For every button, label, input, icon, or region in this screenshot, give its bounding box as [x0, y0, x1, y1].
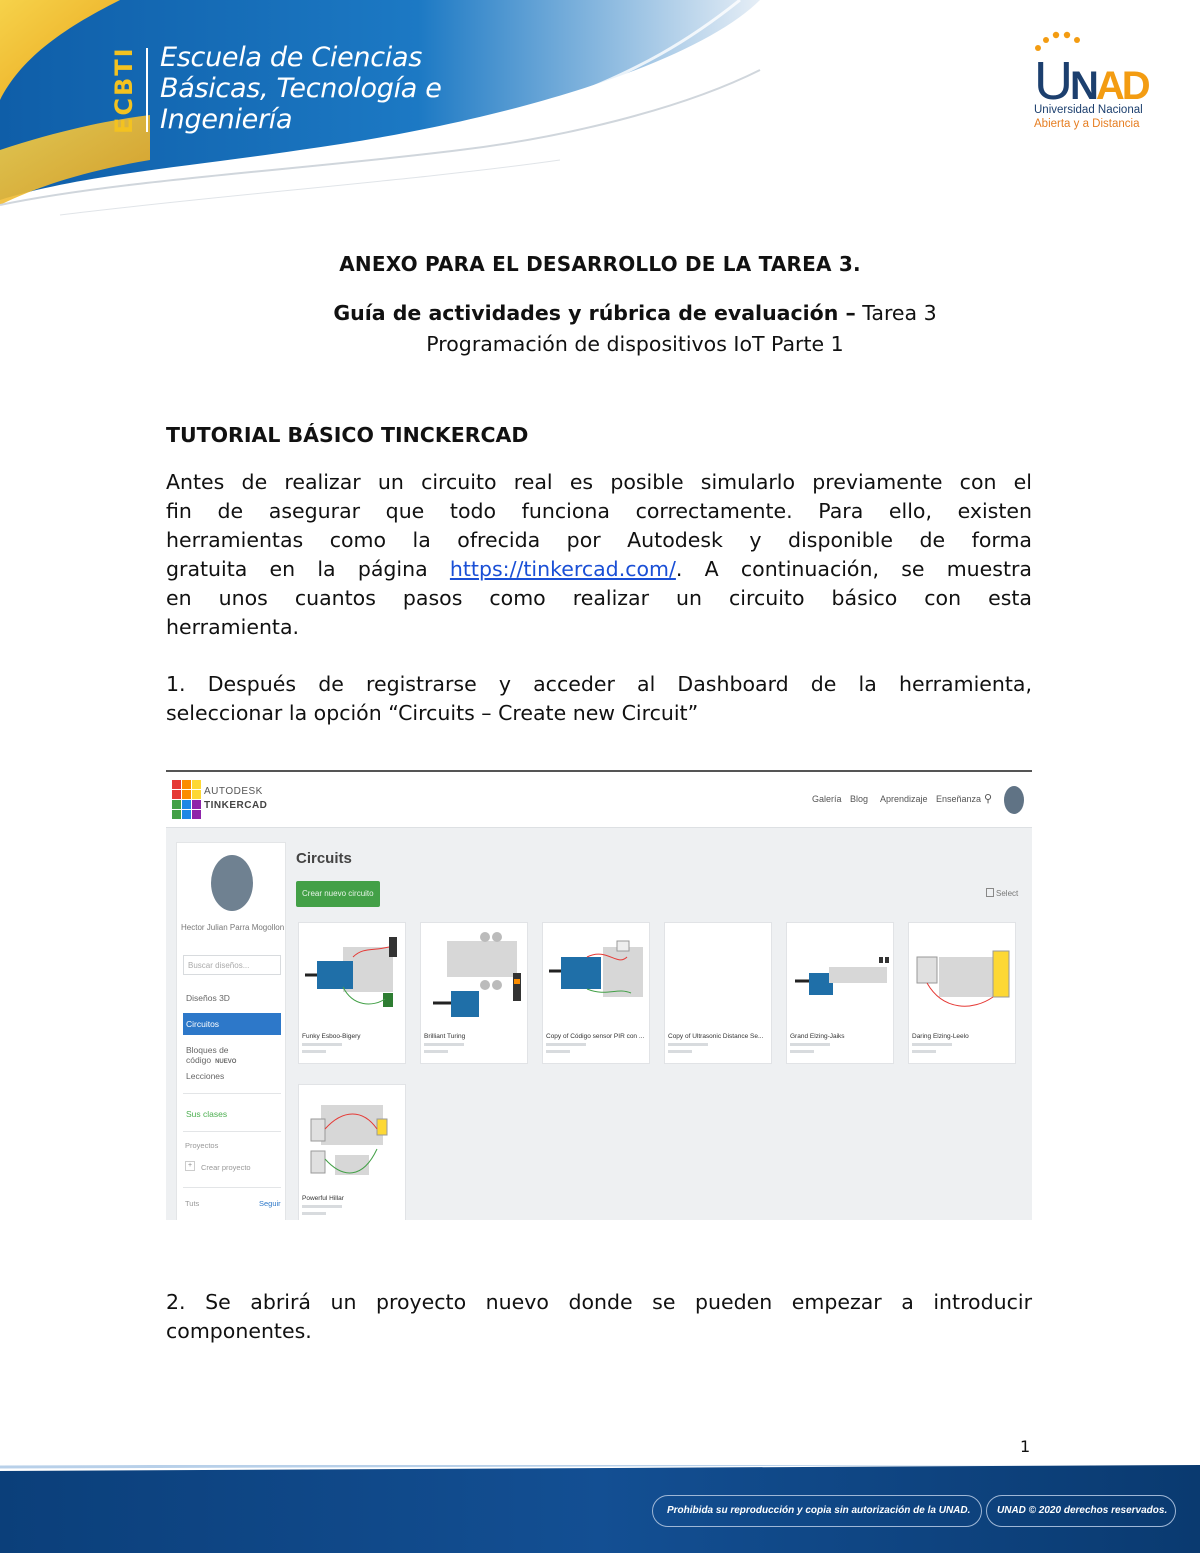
brand-autodesk: AUTODESK: [204, 786, 263, 797]
plus-icon[interactable]: +: [185, 1161, 195, 1171]
nav-blog[interactable]: Blog: [850, 794, 869, 804]
paragraph-line: 2. Se abrirá un proyecto nuevo donde se pueden empezar a introducir: [166, 1290, 1032, 1314]
paragraph-line: fin de asegurar que todo funciona correctamente. Para ello, existen: [166, 499, 1032, 523]
paragraph-line: Antes de realizar un circuito real es posible simularlo previamente con el: [166, 470, 1032, 494]
step1-paragraph: [166, 670, 1032, 728]
intro-paragraph: [166, 468, 1032, 642]
paragraph-line: gratuita en la página https://tinkercad.com/. A continuación, se muestra: [166, 557, 1032, 581]
logo-wordmark: UNAD: [1034, 51, 1148, 111]
sidebar-item-codeblocks[interactable]: Bloques de código NUEVO: [186, 1045, 237, 1065]
paragraph-line: herramienta.: [166, 615, 300, 639]
sidebar-item-circuitos[interactable]: Circuitos: [183, 1013, 281, 1035]
circuit-thumbnail: [791, 927, 889, 1027]
circuit-card[interactable]: [542, 922, 650, 1064]
circuit-thumbnail: [425, 927, 523, 1027]
profile-username: Hector Julian Parra Mogollon: [181, 923, 285, 932]
footer-copyright: UNAD © 2020 derechos reservados.: [986, 1495, 1176, 1527]
circuit-card[interactable]: [664, 922, 772, 1064]
projects-label: Proyectos: [185, 1141, 219, 1150]
circuit-thumbnail: [547, 927, 645, 1027]
card-name: Copy of Código sensor PIR con ...: [546, 1033, 645, 1040]
step2-paragraph: [166, 1288, 1032, 1346]
user-avatar-icon[interactable]: [1004, 786, 1024, 814]
logo-line2: Abierta y a Distancia: [1034, 118, 1140, 130]
school-line: Básicas, Tecnología e: [160, 73, 442, 104]
school-line: Ingeniería: [160, 104, 293, 135]
paragraph-line: componentes.: [166, 1319, 312, 1343]
create-project-link[interactable]: Crear proyecto: [201, 1163, 251, 1172]
subtitle-bold: Guía de actividades y rúbrica de evaluación –: [333, 301, 856, 325]
divider: [183, 1093, 281, 1094]
logo-dots-icon: [1032, 30, 1092, 52]
page-number: 1: [1020, 1437, 1031, 1456]
section-heading: TUTORIAL BÁSICO TINCKERCAD: [166, 423, 529, 447]
subtitle-line2: Programación de dispositivos IoT Parte 1: [426, 332, 844, 356]
sidebar-item-clases[interactable]: Sus clases: [186, 1109, 228, 1119]
paragraph-line: en unos cuantos pasos como realizar un circuito básico con esta: [166, 586, 1032, 610]
sidebar-item-lecciones[interactable]: Lecciones: [186, 1071, 225, 1081]
card-name: Daring Elzing-Leelo: [912, 1033, 969, 1040]
school-name: [160, 42, 442, 135]
card-name: Copy of Ultrasonic Distance Se...: [668, 1033, 764, 1040]
design-search-input[interactable]: Buscar diseños...: [183, 955, 281, 975]
select-toggle[interactable]: Select: [986, 888, 1018, 898]
nav-galeria[interactable]: Galería: [812, 794, 842, 804]
checkbox-icon: [986, 888, 994, 897]
card-name: Grand Elzing-Jaiks: [790, 1033, 845, 1040]
circuit-thumbnail: [303, 927, 401, 1027]
card-name: Powerful Hillar: [302, 1195, 344, 1202]
footer-notice: Prohibida su reproducción y copia sin autorización de la UNAD.: [652, 1495, 982, 1527]
search-icon[interactable]: ⚲: [984, 793, 993, 805]
tinkercad-link[interactable]: https://tinkercad.com/: [449, 557, 676, 581]
create-circuit-button[interactable]: Crear nuevo circuito: [296, 881, 380, 907]
circuit-thumbnail: [669, 927, 767, 1027]
school-line: Escuela de Ciencias: [160, 42, 422, 73]
tinkercad-sidebar: [176, 842, 286, 1220]
circuit-card[interactable]: [298, 1084, 406, 1220]
circuit-thumbnail: [303, 1089, 401, 1189]
card-name: Brilliant Turing: [424, 1033, 466, 1040]
circuit-card[interactable]: [420, 922, 528, 1064]
unad-logo: [1030, 30, 1170, 135]
new-badge: NUEVO: [215, 1059, 237, 1065]
document-subtitle: [230, 298, 1040, 360]
nav-aprendizaje[interactable]: Aprendizaje: [880, 794, 928, 804]
profile-avatar: [211, 855, 253, 911]
brand-tinkercad: TINKERCAD: [204, 800, 268, 811]
tinkercad-screenshot: [166, 770, 1032, 1220]
document-title: ANEXO PARA EL DESARROLLO DE LA TAREA 3.: [339, 252, 861, 276]
circuits-title: Circuits: [296, 850, 352, 867]
follow-label: Tuts: [185, 1199, 200, 1208]
paragraph-line: herramientas como la ofrecida por Autodesk y disponible de forma: [166, 528, 1032, 552]
circuit-thumbnail: [913, 927, 1011, 1027]
follow-link[interactable]: Seguir: [259, 1199, 281, 1208]
logo-line1: Universidad Nacional: [1034, 104, 1143, 116]
divider: [146, 48, 148, 132]
paragraph-line: seleccionar la opción “Circuits – Create new Circuit”: [166, 701, 699, 725]
sidebar-item-3d[interactable]: Diseños 3D: [186, 993, 230, 1003]
circuit-card[interactable]: [786, 922, 894, 1064]
nav-ensenanza[interactable]: Enseñanza: [936, 794, 982, 804]
divider: [183, 1187, 281, 1188]
divider: [183, 1131, 281, 1132]
header-banner: [0, 0, 1200, 230]
paragraph-line: 1. Después de registrarse y acceder al Dashboard de la herramienta,: [166, 672, 1032, 696]
circuit-card[interactable]: [298, 922, 406, 1064]
circuit-card[interactable]: [908, 922, 1016, 1064]
subtitle-rest: Tarea 3: [855, 301, 937, 325]
tinkercad-logo-icon: [172, 780, 200, 820]
school-acronym: ECBTI: [110, 46, 138, 134]
tinkercad-topbar: [166, 772, 1032, 828]
card-name: Funky Esboo-Bigery: [302, 1033, 361, 1040]
